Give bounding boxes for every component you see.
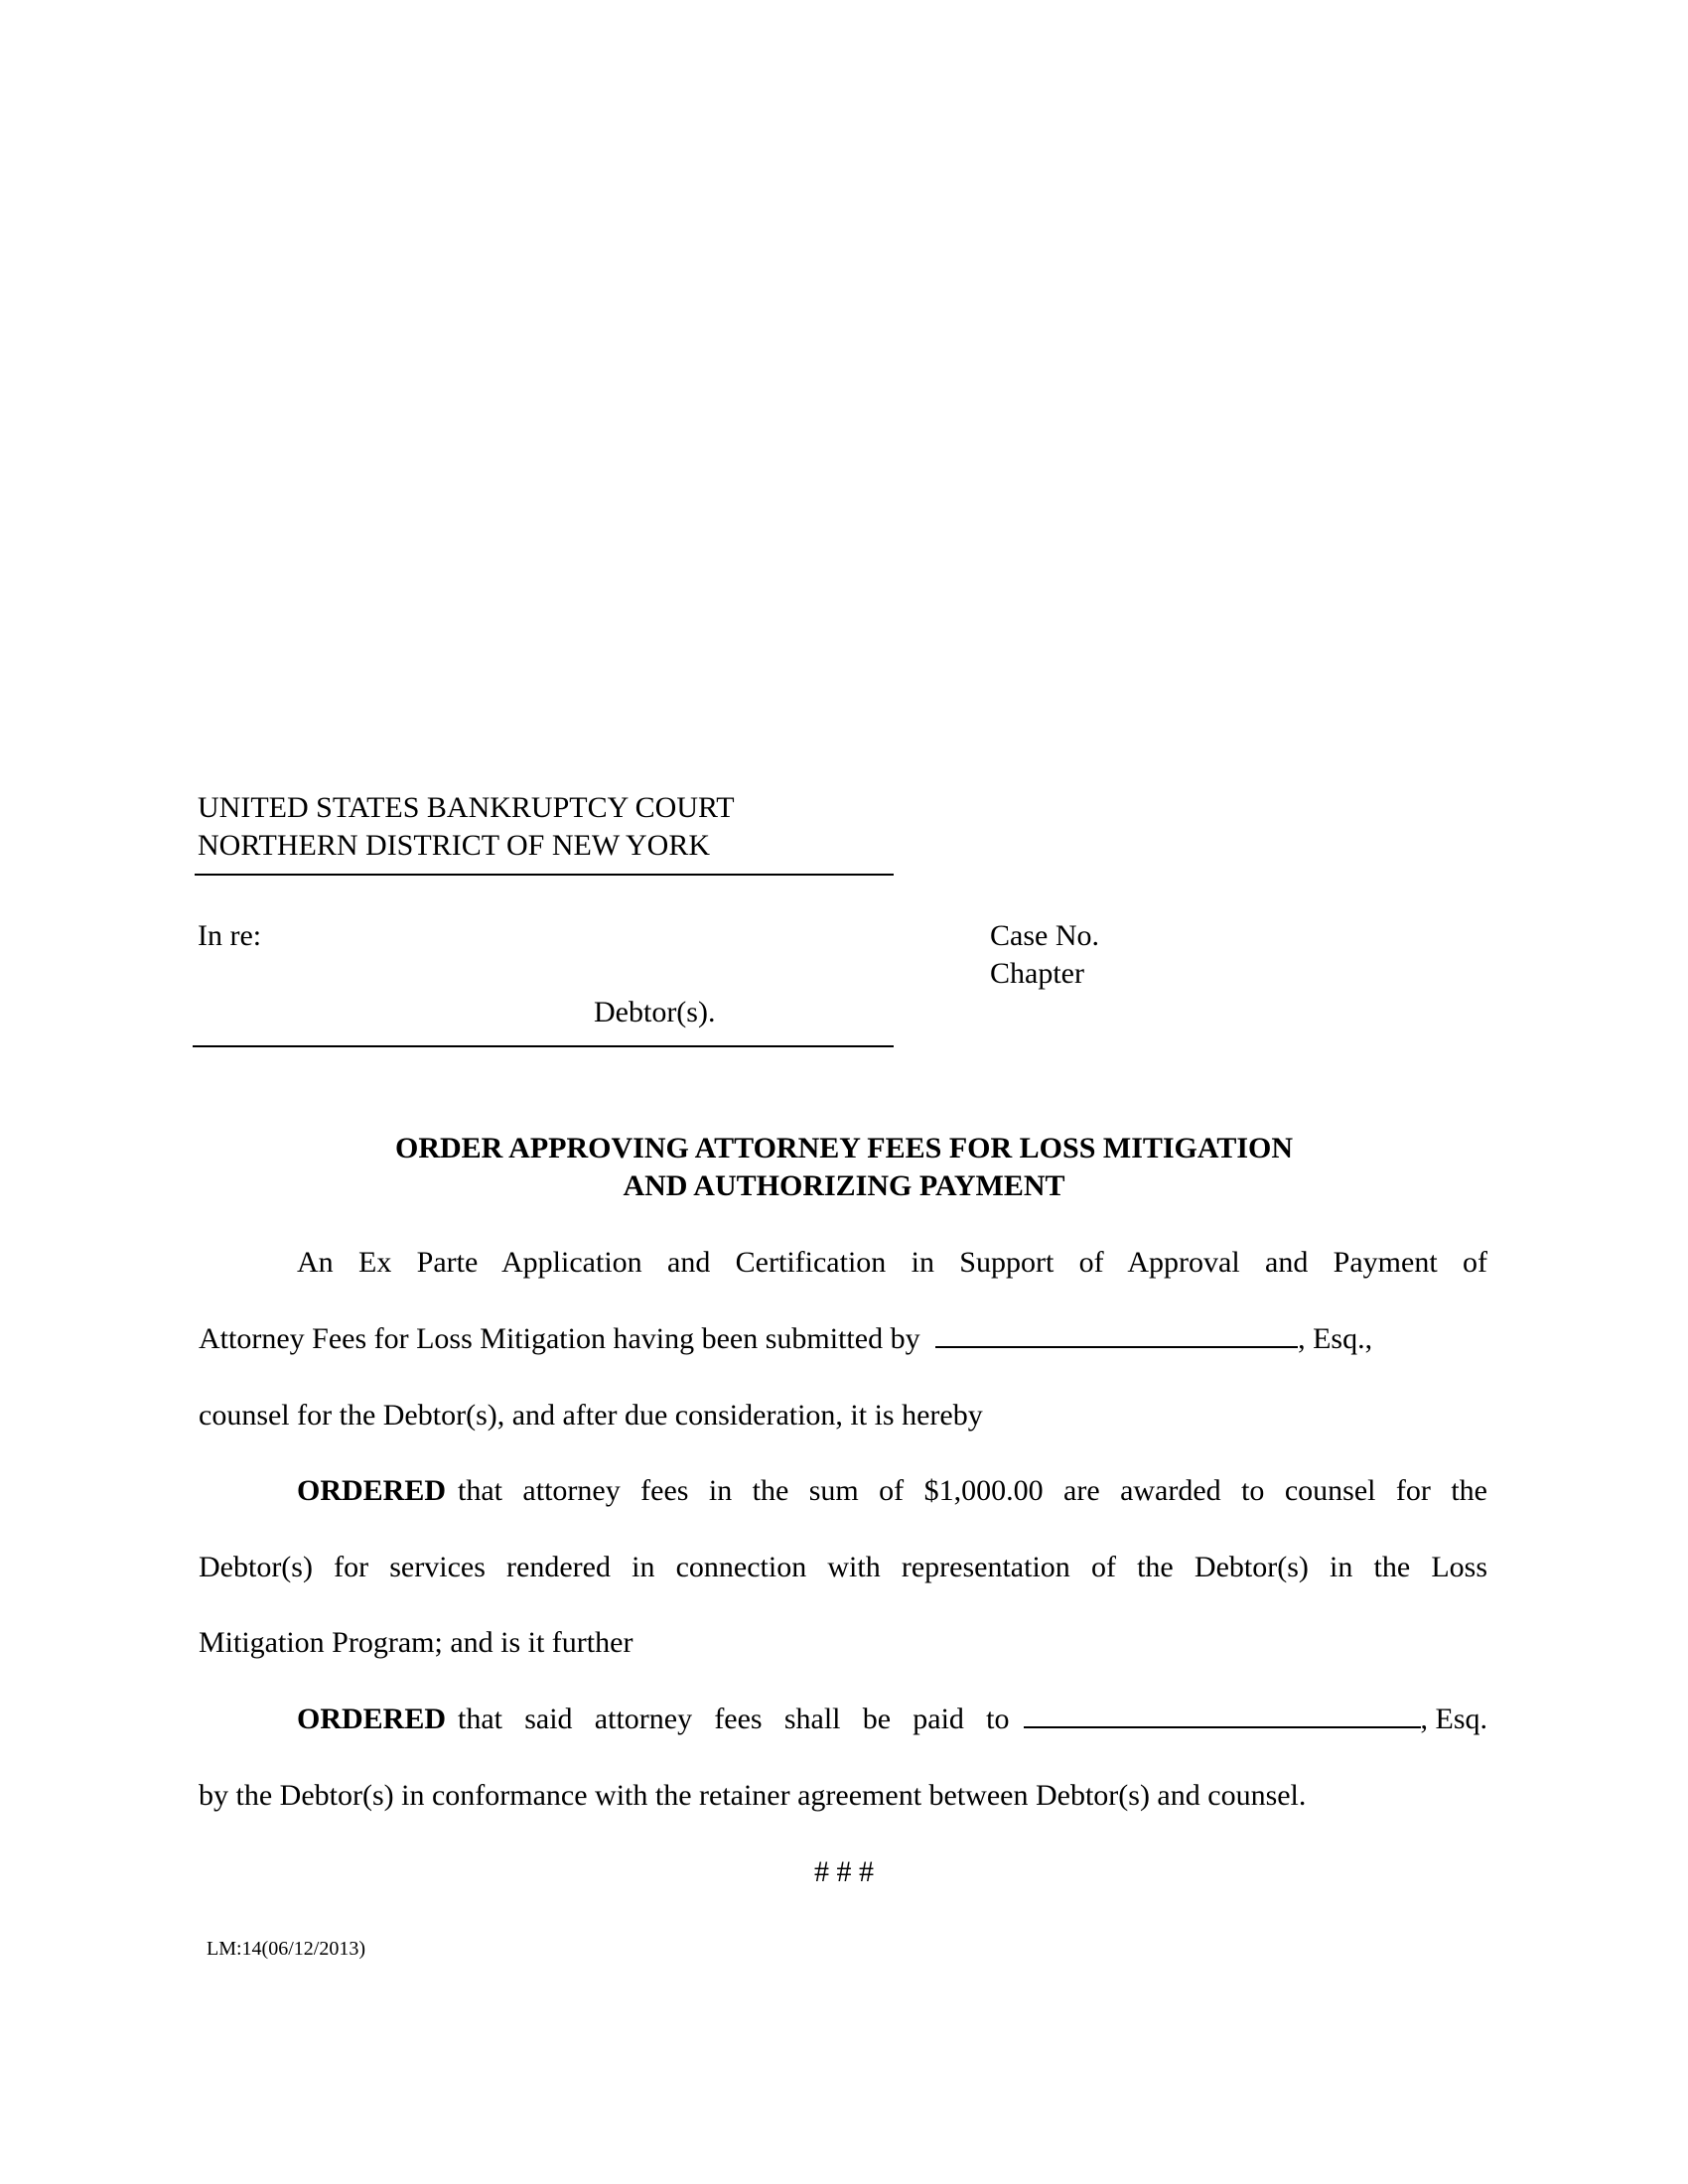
caption-rule bbox=[193, 1045, 894, 1047]
attorney-name-blank-2[interactable] bbox=[1024, 1703, 1421, 1728]
paragraph-1-line-2-text: Attorney Fees for Loss Mitigation having been submitted by bbox=[199, 1322, 920, 1355]
ordered-keyword-1: ORDERED bbox=[297, 1474, 447, 1507]
paragraph-2-line-1 bbox=[297, 1472, 1487, 1510]
paragraph-2-line-3: Mitigation Program; and is it further bbox=[199, 1626, 633, 1659]
paragraph-3-line-1-text: that said attorney fees shall be paid to bbox=[458, 1703, 1010, 1735]
order-title-line-2: AND AUTHORIZING PAYMENT bbox=[623, 1169, 1065, 1202]
in-re-label: In re: bbox=[198, 919, 262, 952]
chapter-label: Chapter bbox=[990, 957, 1084, 990]
court-district: NORTHERN DISTRICT OF NEW YORK bbox=[198, 829, 710, 862]
esq-suffix-2: , Esq. bbox=[1420, 1703, 1487, 1735]
paragraph-1-line-1: An Ex Parte Application and Certification in Support of Approval and Payment of bbox=[297, 1246, 1487, 1279]
form-id: LM:14(06/12/2013) bbox=[207, 1938, 365, 1960]
case-number-label: Case No. bbox=[990, 919, 1099, 952]
header-rule bbox=[195, 874, 894, 876]
esq-suffix-1: , Esq., bbox=[1298, 1322, 1373, 1355]
paragraph-1-line-3: counsel for the Debtor(s), and after due consideration, it is hereby bbox=[199, 1399, 983, 1432]
ordered-keyword-2: ORDERED bbox=[297, 1703, 447, 1735]
order-title-line-1: ORDER APPROVING ATTORNEY FEES FOR LOSS MITIGATION bbox=[394, 1132, 1294, 1164]
end-marks: # # # bbox=[814, 1855, 874, 1888]
paragraph-2-line-1-text: that attorney fees in the sum of $1,000.00 are awarded to counsel for the bbox=[458, 1474, 1487, 1507]
paragraph-2-line-2: Debtor(s) for services rendered in connection with representation of the Debtor(s) in the Loss bbox=[199, 1551, 1487, 1583]
court-name: UNITED STATES BANKRUPTCY COURT bbox=[198, 791, 735, 824]
paragraph-1-line-2 bbox=[199, 1320, 1487, 1358]
attorney-name-blank-1[interactable] bbox=[935, 1322, 1298, 1348]
debtor-label: Debtor(s). bbox=[594, 996, 716, 1028]
paragraph-3-line-1 bbox=[297, 1701, 1487, 1738]
paragraph-3-line-2: by the Debtor(s) in conformance with the retainer agreement between Debtor(s) and counsel. bbox=[199, 1779, 1307, 1812]
